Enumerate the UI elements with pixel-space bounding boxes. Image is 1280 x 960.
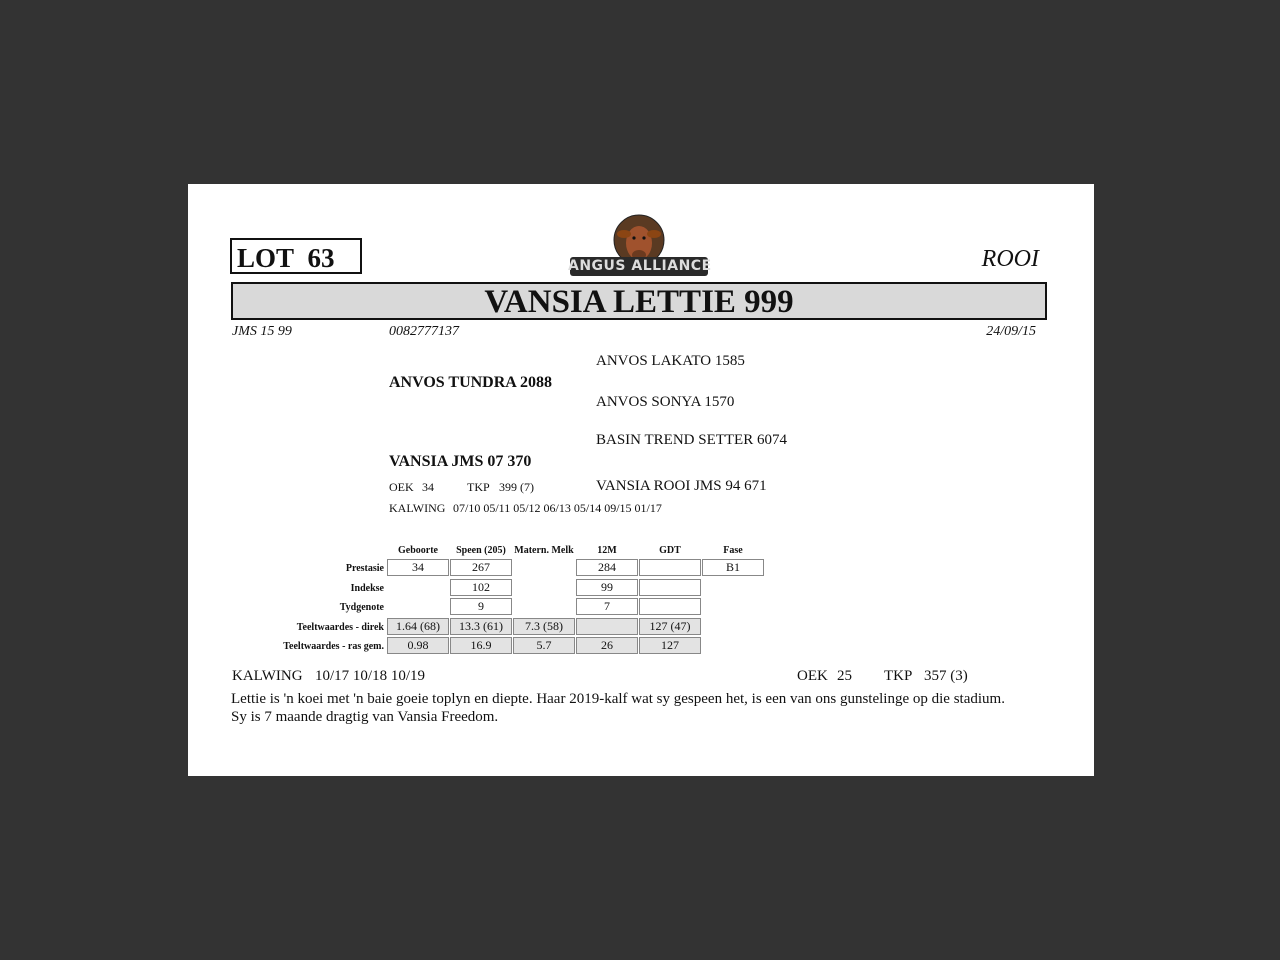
dam-dam: VANSIA ROOI JMS 94 671	[596, 478, 767, 494]
dam-oek-value: 34	[422, 480, 434, 494]
angus-alliance-logo	[568, 214, 710, 278]
dam-kalwing-label: KALWING	[389, 501, 446, 515]
id-code: JMS 15 99	[232, 324, 292, 339]
registration-number: 0082777137	[389, 324, 459, 339]
lot-box	[230, 238, 362, 274]
col-header-fase: Fase	[723, 545, 743, 556]
lot-label: LOT	[237, 243, 295, 273]
dam-tkp-label: TKP	[467, 480, 490, 494]
col-header-12m: 12M	[597, 545, 617, 556]
cell-prestasie-gdt	[639, 559, 701, 576]
tkp-value: 357 (3)	[924, 668, 968, 684]
dam-tkp-value: 399 (7)	[499, 480, 534, 494]
dam-kalwing-dates: 07/10 05/11 05/12 06/13 05/14 09/15 01/17	[453, 501, 662, 515]
animal-name: VANSIA LETTIE 999	[231, 282, 1047, 320]
sire-dam: ANVOS SONYA 1570	[596, 394, 735, 410]
kalwing-dates: 10/17 10/18 10/19	[315, 668, 426, 684]
col-header-gdt: GDT	[659, 545, 681, 556]
sire: ANVOS TUNDRA 2088	[389, 374, 552, 391]
dam: VANSIA JMS 07 370	[389, 453, 532, 470]
cell-direk-speen: 13.3 (61)	[450, 618, 512, 635]
oek-label: OEK	[797, 668, 828, 684]
cell-direk-gdt: 127 (47)	[639, 618, 701, 635]
oek-value: 25	[837, 668, 852, 684]
cell-indekse-gdt	[639, 579, 701, 596]
cell-tydgenote-12m: 7	[576, 598, 638, 615]
description-line-1: Lettie is 'n koei met 'n baie goeie toplyn en diepte. Haar 2019-kalf wat sy gespeen het, is een van ons gunstelinge op die stadium.	[231, 691, 1005, 707]
cell-direk-geboorte: 1.64 (68)	[387, 618, 449, 635]
cell-prestasie-12m: 284	[576, 559, 638, 576]
kalwing-label: KALWING	[232, 668, 303, 684]
cell-tydgenote-gdt	[639, 598, 701, 615]
cell-rasgem-geboorte: 0.98	[387, 637, 449, 654]
description-line-2: Sy is 7 maande dragtig van Vansia Freedom.	[231, 709, 499, 725]
cell-rasgem-gdt: 127	[639, 637, 701, 654]
row-label-teeltwaardes-direk: Teeltwaardes - direk	[296, 622, 384, 633]
catalog-page	[188, 184, 1094, 776]
dam-oek-label: OEK	[389, 480, 414, 494]
row-label-tydgenote: Tydgenote	[339, 602, 384, 613]
cell-indekse-speen: 102	[450, 579, 512, 596]
cell-tydgenote-speen: 9	[450, 598, 512, 615]
col-header-speen: Speen (205)	[456, 545, 506, 556]
dam-sire: BASIN TREND SETTER 6074	[596, 432, 787, 448]
col-header-matern-melk: Matern. Melk	[514, 545, 574, 556]
row-label-prestasie: Prestasie	[345, 563, 384, 574]
row-label-indekse: Indekse	[350, 583, 384, 594]
col-header-geboorte: Geboorte	[398, 545, 438, 556]
cell-rasgem-matern-melk: 5.7	[513, 637, 575, 654]
cell-direk-matern-melk: 7.3 (58)	[513, 618, 575, 635]
logo-text: ANGUS ALLIANCE	[568, 258, 712, 274]
cell-rasgem-12m: 26	[576, 637, 638, 654]
birth-date: 24/09/15	[986, 324, 1036, 339]
cell-prestasie-fase: B1	[702, 559, 764, 576]
cell-prestasie-geboorte: 34	[387, 559, 449, 576]
sire-sire: ANVOS LAKATO 1585	[596, 353, 745, 369]
cell-indekse-12m: 99	[576, 579, 638, 596]
tkp-label: TKP	[884, 668, 913, 684]
row-label-teeltwaardes-ras-gem: Teeltwaardes - ras gem.	[283, 641, 384, 652]
cell-direk-12m	[576, 618, 638, 635]
cell-prestasie-speen: 267	[450, 559, 512, 576]
lot-number: 63	[307, 243, 335, 273]
cell-rasgem-speen: 16.9	[450, 637, 512, 654]
color-label: ROOI	[981, 246, 1039, 272]
